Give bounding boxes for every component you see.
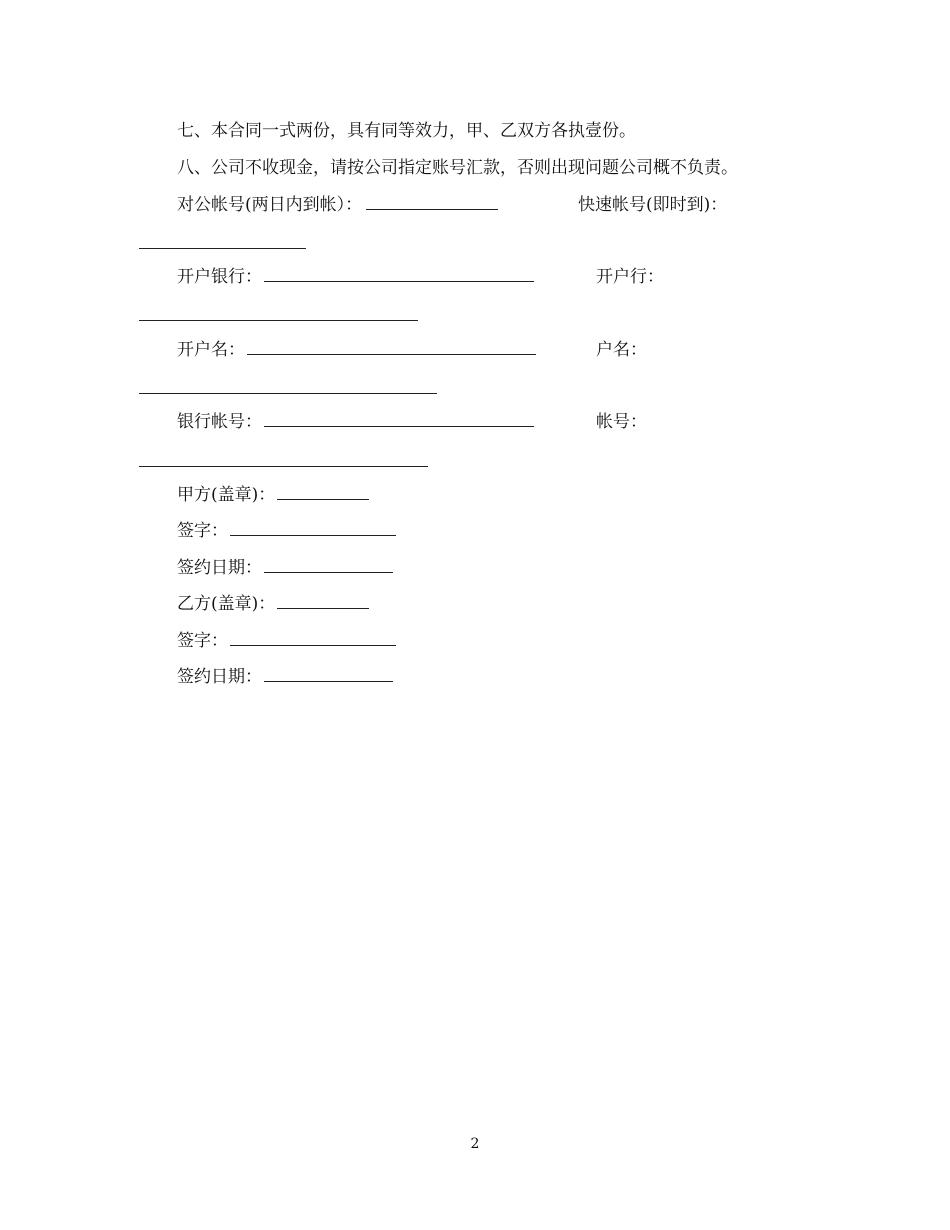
bank-row <box>177 266 534 288</box>
party-b-sign-blank <box>230 631 396 646</box>
party-b-seal-label: 乙方(盖章)： <box>177 594 276 614</box>
party-b-sign-label: 签字： <box>177 631 228 651</box>
corporate-account-label: 对公帐号(两日内到帐）： <box>177 195 363 215</box>
name-blank <box>139 393 437 394</box>
party-a-seal-blank <box>277 485 369 500</box>
party-a-seal-label: 甲方(盖章)： <box>177 485 276 505</box>
party-a-sign-label: 签字： <box>177 521 228 541</box>
party-b-date-row <box>177 666 393 688</box>
party-b-date-blank <box>264 667 393 682</box>
party-b-date-label: 签约日期： <box>177 667 262 687</box>
party-a-date-row <box>177 557 393 579</box>
party-a-sign-blank <box>230 521 396 536</box>
clause-eight: 八、公司不收现金，请按公司指定账号汇款，否则出现问题公司概不负责。 <box>177 158 738 178</box>
clause-seven: 七、本合同一式两份，具有同等效力，甲、乙双方各执壹份。 <box>177 121 636 141</box>
corporate-account-row <box>177 194 498 216</box>
party-b-seal-row <box>177 593 369 615</box>
party-b-sign-row <box>177 630 396 652</box>
bank-account-blank <box>264 412 534 427</box>
bank-label: 开户银行： <box>177 267 262 287</box>
party-b-seal-blank <box>277 594 369 609</box>
party-a-sign-row <box>177 520 396 542</box>
account-name-row <box>177 339 536 361</box>
corporate-account-blank <box>366 195 498 210</box>
party-a-date-label: 签约日期： <box>177 558 262 578</box>
party-a-date-blank <box>264 558 393 573</box>
account-name-blank <box>247 340 536 355</box>
express-account-blank <box>139 248 306 249</box>
account-name-label: 开户名： <box>177 340 245 360</box>
branch-blank <box>139 320 418 321</box>
bank-account-row <box>177 411 534 433</box>
account-blank <box>139 466 428 467</box>
branch-label: 开户行： <box>596 267 664 287</box>
name-label: 户名： <box>596 340 647 360</box>
express-account-label: 快速帐号(即时到)： <box>578 195 728 215</box>
account-label: 帐号： <box>596 412 647 432</box>
bank-blank <box>264 267 534 282</box>
party-a-seal-row <box>177 484 369 506</box>
bank-account-label: 银行帐号： <box>177 412 262 432</box>
page-number: 2 <box>470 1136 480 1152</box>
